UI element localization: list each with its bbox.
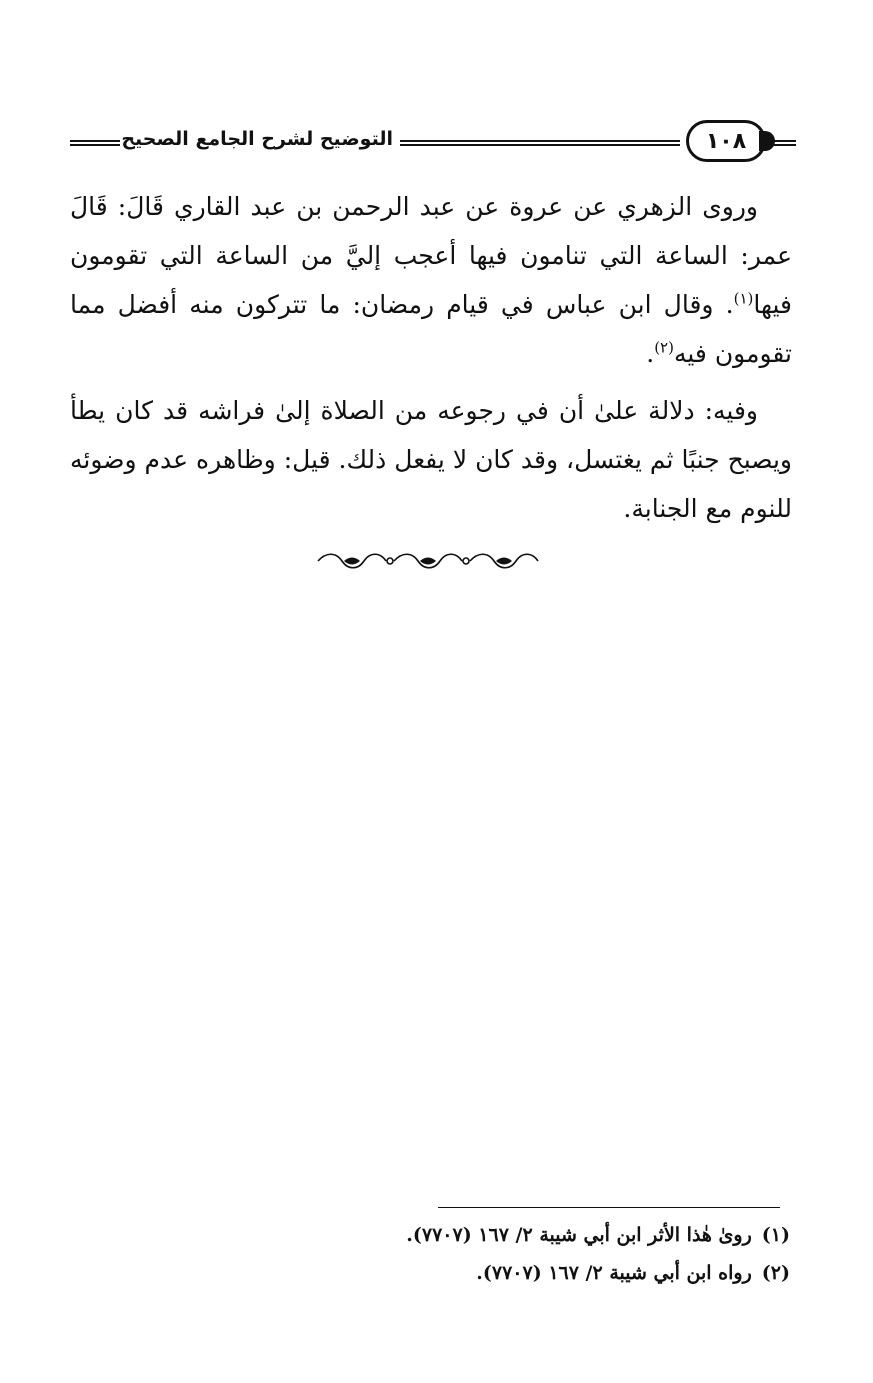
paragraph-1-text-c: . bbox=[646, 339, 655, 368]
running-title: التوضيح لشرح الجامع الصحيح bbox=[121, 128, 393, 150]
header-rule-left bbox=[70, 140, 120, 146]
footnote-2-marker: (٢) bbox=[761, 1262, 790, 1284]
ornament-divider-icon bbox=[314, 548, 542, 574]
paragraph-1 bbox=[70, 182, 792, 378]
paragraph-1-text-b: . وقال ابن عباس في قيام رمضان: ما تتركون منه أفضل مما تقومون فيه bbox=[70, 290, 792, 368]
header-rule-right bbox=[770, 140, 796, 146]
paragraph-1-text-a: وروى الزهري عن عروة عن عبد الرحمن بن عبد القاري قَالَ: قَالَ عمر: الساعة التي تنامون فيها أعجب إليَّ من الساعة التي تقومون فيها bbox=[70, 192, 792, 319]
footnote-1 bbox=[300, 1216, 790, 1254]
header-rule-middle bbox=[400, 140, 680, 146]
page-number: ١٠٨ bbox=[686, 120, 766, 162]
footnote-1-text: روىٰ هٰذا الأثر ابن أبي شيبة ٢/ ١٦٧ (٧٧٠٧). bbox=[406, 1224, 752, 1246]
footnote-2-text: رواه ابن أبي شيبة ٢/ ١٦٧ (٧٧٠٧). bbox=[476, 1262, 752, 1284]
page-header bbox=[70, 118, 796, 168]
paragraph-2: وفيه: دلالة علىٰ أن في رجوعه من الصلاة إلىٰ فراشه قد كان يطأ ويصبح جنبًا ثم يغتسل، وقد كان لا يفعل ذلك. قيل: وظاهره عدم وضوئه للنوم مع الجنابة. bbox=[70, 396, 792, 523]
footnote-separator bbox=[438, 1207, 780, 1208]
main-text bbox=[70, 182, 792, 533]
footnote-2 bbox=[300, 1254, 790, 1292]
footnote-ref-2: (٢) bbox=[654, 338, 674, 357]
footnote-ref-1: (١) bbox=[733, 289, 754, 308]
footnote-1-marker: (١) bbox=[761, 1224, 790, 1246]
footnotes bbox=[300, 1216, 790, 1292]
